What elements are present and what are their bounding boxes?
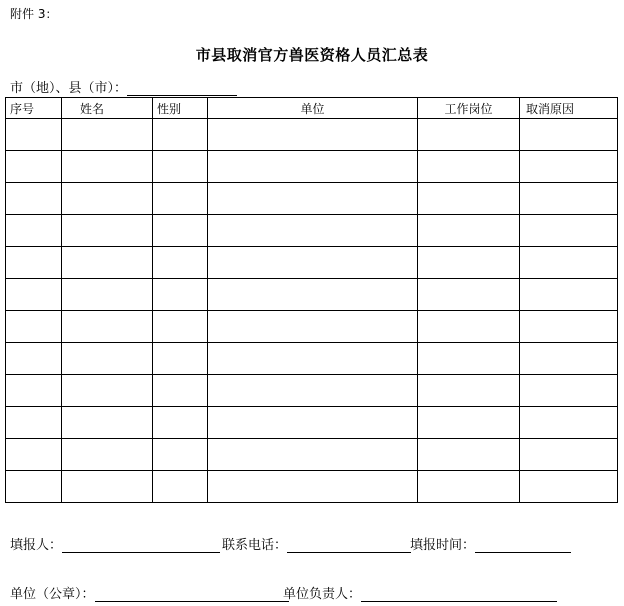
fill-date-underline[interactable] — [475, 538, 571, 553]
table-cell[interactable] — [62, 247, 153, 279]
table-cell[interactable] — [6, 439, 62, 471]
table-cell[interactable] — [520, 119, 618, 151]
table-cell[interactable] — [62, 311, 153, 343]
unit-head-field — [283, 583, 557, 602]
table-cell[interactable] — [208, 439, 418, 471]
header-position: 工作岗位 — [418, 98, 520, 119]
table-row — [6, 151, 618, 183]
table-cell[interactable] — [208, 407, 418, 439]
unit-seal-field — [10, 583, 289, 602]
table-header-row — [6, 98, 618, 119]
table-cell[interactable] — [153, 311, 208, 343]
unit-seal-label: 单位（公章）： — [10, 587, 95, 602]
table-cell[interactable] — [418, 343, 520, 375]
table-cell[interactable] — [418, 471, 520, 503]
table-cell[interactable] — [520, 151, 618, 183]
table-row — [6, 407, 618, 439]
table-cell[interactable] — [208, 375, 418, 407]
table-cell[interactable] — [153, 215, 208, 247]
table-row — [6, 439, 618, 471]
table-cell[interactable] — [6, 279, 62, 311]
unit-head-underline[interactable] — [361, 587, 557, 602]
table-cell[interactable] — [62, 471, 153, 503]
table-cell[interactable] — [208, 343, 418, 375]
table-cell[interactable] — [153, 279, 208, 311]
table-cell[interactable] — [520, 471, 618, 503]
table-cell[interactable] — [208, 471, 418, 503]
table-cell[interactable] — [418, 375, 520, 407]
table-cell[interactable] — [62, 183, 153, 215]
city-county-underline[interactable] — [127, 81, 237, 96]
header-gender: 性别 — [153, 98, 208, 119]
table-cell[interactable] — [62, 151, 153, 183]
table-row — [6, 247, 618, 279]
table-row — [6, 343, 618, 375]
unit-seal-underline[interactable] — [95, 587, 289, 602]
table-cell[interactable] — [6, 119, 62, 151]
table-cell[interactable] — [418, 119, 520, 151]
table-cell[interactable] — [418, 183, 520, 215]
city-county-label: 市（地）、县（市）： — [10, 81, 128, 96]
table-cell[interactable] — [520, 407, 618, 439]
table-cell[interactable] — [208, 119, 418, 151]
header-seq: 序号 — [6, 98, 62, 119]
table-cell[interactable] — [6, 407, 62, 439]
table-cell[interactable] — [6, 183, 62, 215]
header-name: 姓名 — [62, 98, 153, 119]
summary-table — [5, 97, 618, 503]
table-row — [6, 119, 618, 151]
table-cell[interactable] — [418, 247, 520, 279]
table-cell[interactable] — [62, 343, 153, 375]
table-cell[interactable] — [520, 183, 618, 215]
table-cell[interactable] — [62, 407, 153, 439]
table-row — [6, 311, 618, 343]
table-cell[interactable] — [6, 311, 62, 343]
fill-date-label: 填报时间： — [410, 538, 476, 553]
table-cell[interactable] — [153, 119, 208, 151]
table-cell[interactable] — [520, 311, 618, 343]
phone-field — [222, 534, 411, 553]
table-cell[interactable] — [62, 375, 153, 407]
header-cancel-reason: 取消原因 — [520, 98, 618, 119]
table-cell[interactable] — [153, 407, 208, 439]
table-cell[interactable] — [208, 151, 418, 183]
table-row — [6, 471, 618, 503]
table-row — [6, 375, 618, 407]
table-cell[interactable] — [6, 247, 62, 279]
table-cell[interactable] — [6, 343, 62, 375]
table-cell[interactable] — [6, 215, 62, 247]
fill-date-field — [410, 534, 571, 553]
table-cell[interactable] — [6, 471, 62, 503]
table-row — [6, 215, 618, 247]
table-cell[interactable] — [520, 375, 618, 407]
phone-underline[interactable] — [287, 538, 411, 553]
table-cell[interactable] — [62, 279, 153, 311]
unit-head-label: 单位负责人： — [283, 587, 362, 602]
table-cell[interactable] — [418, 151, 520, 183]
city-county-field — [10, 77, 237, 96]
table-cell[interactable] — [208, 215, 418, 247]
table-cell[interactable] — [418, 279, 520, 311]
page-title: 市县取消官方兽医资格人员汇总表 — [195, 46, 429, 64]
table-cell[interactable] — [6, 375, 62, 407]
table-cell[interactable] — [520, 439, 618, 471]
table-cell[interactable] — [62, 215, 153, 247]
table-cell[interactable] — [418, 439, 520, 471]
table-cell[interactable] — [62, 119, 153, 151]
reporter-label: 填报人： — [10, 538, 63, 553]
reporter-underline[interactable] — [62, 538, 220, 553]
table-cell[interactable] — [153, 151, 208, 183]
table-cell[interactable] — [208, 311, 418, 343]
table-cell[interactable] — [6, 151, 62, 183]
table-body — [6, 119, 618, 503]
table-row — [6, 183, 618, 215]
table-cell[interactable] — [62, 439, 153, 471]
table-cell[interactable] — [153, 343, 208, 375]
phone-label: 联系电话： — [222, 538, 288, 553]
table-cell[interactable] — [208, 279, 418, 311]
attachment-label: 附件 3： — [10, 7, 58, 21]
table-cell[interactable] — [153, 439, 208, 471]
table-cell[interactable] — [520, 343, 618, 375]
table-cell[interactable] — [520, 215, 618, 247]
table-cell[interactable] — [418, 215, 520, 247]
table-cell[interactable] — [153, 471, 208, 503]
table-row — [6, 279, 618, 311]
table-cell[interactable] — [418, 311, 520, 343]
table-cell[interactable] — [153, 183, 208, 215]
table-cell[interactable] — [520, 279, 618, 311]
header-unit: 单位 — [208, 98, 418, 119]
table-cell[interactable] — [520, 247, 618, 279]
table-cell[interactable] — [208, 183, 418, 215]
reporter-field — [10, 534, 220, 553]
table-cell[interactable] — [153, 375, 208, 407]
table-cell[interactable] — [418, 407, 520, 439]
table-cell[interactable] — [208, 247, 418, 279]
table-cell[interactable] — [153, 247, 208, 279]
